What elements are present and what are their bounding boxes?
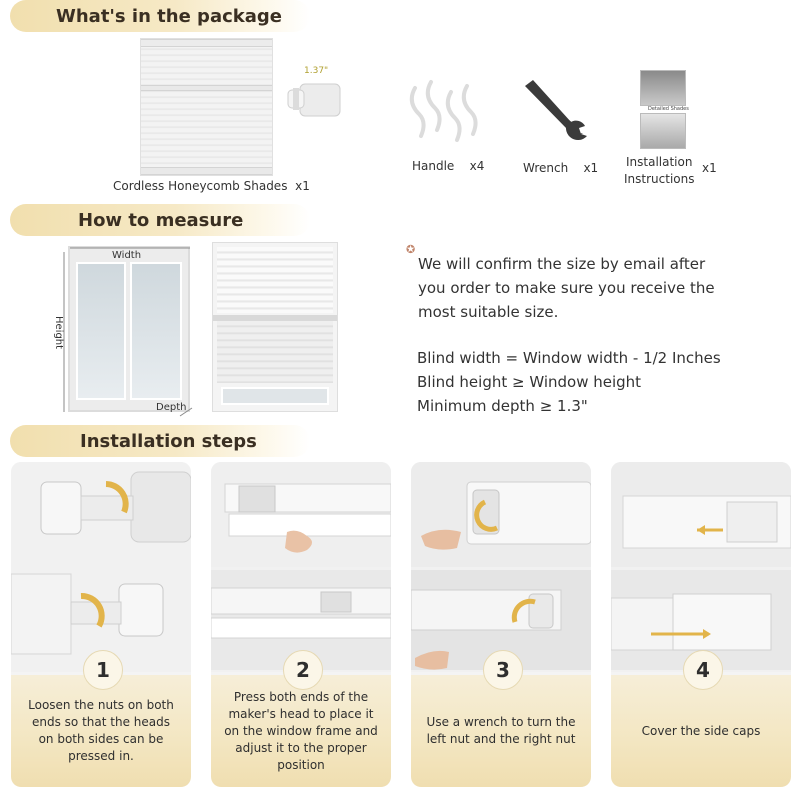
blind-top-fabric xyxy=(217,247,333,313)
step-4-number: 4 xyxy=(683,650,723,690)
step-2-illustration xyxy=(211,462,391,672)
step-1-text: Loosen the nuts on both ends so that the heads on both sides can be pressed in. xyxy=(11,675,191,787)
step-3-text: Use a wrench to turn the left nut and the right nut xyxy=(411,675,591,787)
step-card-1 xyxy=(11,462,191,787)
honeycomb-shade-image xyxy=(140,38,273,176)
size-formulas: Blind width = Window width - 1/2 Inches Blind height ≥ Window height Minimum depth ≥ 1.3" xyxy=(417,349,721,415)
wrench-icon xyxy=(517,76,595,142)
width-label: Width xyxy=(112,250,142,261)
note-icon: ✪ xyxy=(406,243,416,256)
step-1-number: 1 xyxy=(83,650,123,690)
installed-blind-diagram xyxy=(212,242,338,412)
step-card-3 xyxy=(411,462,591,787)
step-2-text: Press both ends of the maker's head to place it on the window frame and adjust it to the proper position xyxy=(211,675,391,787)
installation-heading-text: Installation steps xyxy=(80,430,257,452)
mounting-bracket-icon xyxy=(284,78,342,120)
depth-dimension-label: 1.37" xyxy=(304,66,329,76)
step-2-number: 2 xyxy=(283,650,323,690)
manual-caption: Detailed Shades xyxy=(648,106,689,112)
step-3-illustration xyxy=(411,462,591,672)
manual-photo-top xyxy=(640,70,686,106)
depth-label: Depth xyxy=(156,402,187,413)
handle-icon xyxy=(405,78,483,144)
blind-window-sill xyxy=(221,387,329,405)
head-rail xyxy=(141,39,272,47)
handle-item-label: Handle x4 xyxy=(412,159,485,173)
step-3-number: 3 xyxy=(483,650,523,690)
size-note: We will confirm the size by email after you order to make sure you receive the most suitable size. xyxy=(418,255,715,321)
blind-bottom-fabric xyxy=(217,321,333,383)
bottom-rail xyxy=(141,167,272,175)
step-4-illustration xyxy=(611,462,791,672)
package-heading xyxy=(10,0,310,32)
measure-heading xyxy=(10,204,310,236)
package-heading-text: What's in the package xyxy=(56,5,282,27)
step-card-4 xyxy=(611,462,791,787)
manual-photo-bottom xyxy=(640,113,686,149)
shade-item-label: Cordless Honeycomb Shades x1 xyxy=(113,179,310,193)
middle-rail xyxy=(141,85,272,91)
wrench-item-label: Wrench x1 xyxy=(523,161,599,175)
step-4-text: Cover the side caps xyxy=(611,675,791,787)
measure-lines-icon xyxy=(60,240,200,420)
instructions-qty: x1 xyxy=(702,161,717,175)
step-card-2 xyxy=(211,462,391,787)
measure-heading-text: How to measure xyxy=(78,209,244,231)
installation-heading xyxy=(10,425,310,457)
step-1-illustration xyxy=(11,462,191,672)
height-label: Height xyxy=(53,316,64,350)
instructions-item-label: Installation Instructions xyxy=(624,155,695,186)
